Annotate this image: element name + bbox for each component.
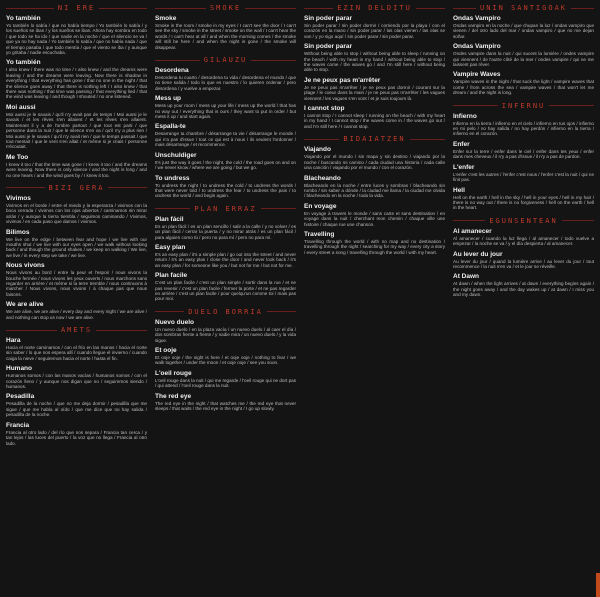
song-block <box>155 95 296 119</box>
song-lyrics: Ondes vampire dans la nuit / qui sucent la lumière / ondes vampire qui viennent / de l'autre côté de la mer / ondes vampire / qui ne me laissent pas rêver. <box>453 51 594 68</box>
song-title: Nous vivons <box>6 262 45 270</box>
song-lyrics: Desarrange ta chambre / désarrange ta vie / désarrange le monde / qui n'a pas d'issue / tout ce qui est à nous / ils veulent l'ordonner / mais désarrange / et recommence. <box>155 131 296 148</box>
song-lyrics: I knew it too / that the time was gone / I knew it too / and the dreams were leaving. Now there is only silence / and the night is long / and no one hears / and the wind goes by / I knew it too. <box>6 161 147 178</box>
orange-corner-mark <box>596 573 600 597</box>
header-rule <box>251 60 296 61</box>
song-title: Je ne peux pas m'arrêter <box>304 76 381 84</box>
section-title: INFERNU <box>501 101 546 110</box>
song-title: Pesadilla <box>6 393 35 401</box>
song-section <box>155 56 296 199</box>
song-block <box>6 365 147 389</box>
section-title: GILAUZU <box>203 56 248 65</box>
song-block <box>304 146 445 170</box>
song-title: At Dawn <box>453 273 479 281</box>
section-title: DUELO BORRIA <box>188 307 263 316</box>
song-title: Travelling <box>304 230 335 238</box>
header-rule <box>155 311 184 312</box>
song-block <box>453 164 594 183</box>
song-lyrics: Pesadilla de la noche / que no me deja dormir / pesadilla que me sigue / que me habla al oído / que me dice que no hay salida / pesadilla de la noche. <box>6 401 147 418</box>
section-title: AMETS <box>60 326 93 335</box>
song-block <box>453 251 594 270</box>
song-block <box>155 123 296 147</box>
song-lyrics: Vivimos en el borde / entre el miedo y la esperanza / vivimos con la boca cerrada / vivimos con los ojos abiertos / caminamos sin mirar atrás / y aunque la tierra tiembla / seguimos caminando / Vivimos, vivimos / en cada paso que damos / vivimos. <box>6 202 147 225</box>
header-rule <box>155 60 200 61</box>
section-title: PLAN ERRAZ <box>194 204 257 213</box>
song-lyrics: I also knew / there was no time / I also knew / and the dreams were leaving / and the dreams were leaving. Now there is shadow in everything / that everything has gone / that no one in the night / that the silence goes away / that there is nothing left / I also knew / that there was nothing / that time was passing / that everything lied / that the wind was leaving / and though I shouted / no one listened. <box>6 67 147 100</box>
song-title: Au lever du jour <box>453 250 503 258</box>
song-title: Et ooje <box>155 347 177 354</box>
song-lyrics: Travelling through the world / with no map and no destination / travelling through the night / searching for my way / every city a story / every street a song / travelling through the world / with my heart. <box>304 238 445 255</box>
song-title: Unschuldiger <box>155 151 197 159</box>
song-block <box>453 228 594 247</box>
song-lyrics: We are alive, we are alive / every day and every night / we are alive / and nothing can stop us now / we are alive. <box>6 309 147 320</box>
header-rule <box>108 187 147 188</box>
song-section <box>453 102 594 211</box>
song-lyrics: Vampire waves in the night / that suck the light / vampire waves that come / from across the sea / vampire waves / that won't let me dream / and the night is long. <box>453 79 594 96</box>
song-block <box>6 422 147 446</box>
song-block <box>453 15 594 39</box>
song-block <box>6 301 147 320</box>
song-block <box>304 15 445 39</box>
song-title: Plan fácil <box>155 215 184 223</box>
lyrics-column <box>6 4 147 593</box>
song-lyrics: Hell on the earth / hell in the sky / hell in your eyes / hell in my hair / there is no way out / there is no forgiveness / hell on the earth / hell in the heart. <box>453 194 594 211</box>
song-lyrics: Hacia el norte caminamos / con el frío en las manos / hacia el norte sin saber / lo que nos espera allí / cuando llegue el invierno / cuando caiga la nieve / seguiremos hacia el norte / hasta el fin. <box>6 345 147 361</box>
song-lyrics: Mess up your room / mess up your life / mess up the world / that has no way out / everything that is ours / they want to put in order / but mess it up / and start again. <box>155 103 296 120</box>
header-rule <box>6 8 54 9</box>
song-block <box>6 337 147 361</box>
song-title: Bilimos <box>6 228 30 236</box>
song-title: The red eye <box>155 392 192 400</box>
song-lyrics: Moi aussi je le savais / qu'il n'y avait pas de temps / Moi aussi je le savais / et les rêves s'en allaient / et les rêves s'en allaient. Maintenant il y a de l'ombre partout / que tout est parti / que personne dans la nuit / que le silence s'en va / qu'il n'y a plus rien / Moi aussi je le savais / qu'il n'y avait rien / que le temps passait / que tout mentait / que le vent s'en allait / et même si je criais / personne n'écoutait. <box>6 111 147 150</box>
song-block <box>155 15 296 50</box>
song-title: L'oeil rouge <box>155 369 192 377</box>
song-block <box>6 262 147 297</box>
header-rule <box>410 139 445 140</box>
header-rule <box>267 311 296 312</box>
song-title: Vampire Waves <box>453 71 501 79</box>
song-title: Plan facile <box>155 272 188 280</box>
song-title: Yo también <box>6 59 41 67</box>
song-title: To undress <box>155 174 190 182</box>
song-lyrics: Infierno en la tierra / infierno en el cielo / infierno en tus ojos / infierno en mi pelo / no hay salida / no hay perdón / infierno en la tierra / infierno en el corazón. <box>453 120 594 137</box>
song-title: Smoke <box>155 15 177 22</box>
song-title: Blacheando <box>304 174 341 182</box>
song-block <box>6 59 147 99</box>
song-block <box>6 195 147 225</box>
song-block <box>155 370 296 389</box>
song-block <box>6 393 147 417</box>
section-title: UNIN SANTIGOAK <box>480 4 568 12</box>
song-lyrics: Without being able to stop / without being able to sleep / running on the beach / with my heart in my hand / without being able to stop / the waves come / the waves go / and I'm still here / without being able to stop. <box>304 51 445 73</box>
song-title: I cannot stop <box>304 105 345 113</box>
song-block <box>6 104 147 150</box>
song-title: Yo también <box>6 15 41 22</box>
song-lyrics: It's just the way it goes / the night, the cold / the road goes on and on / we never know / where we are going / but we go. <box>155 159 296 171</box>
song-block <box>453 273 594 297</box>
song-lyrics: Desordena tu cuarto / desordena tu vida / desordena el mundo / que no tiene salida / todo lo que es nuestro / lo quieren ordenar / pero desordena / y vuelve a empezar. <box>155 75 296 91</box>
song-lyrics: Au lever du jour / quand la lumière arrive / au lever du jour / tout recommence / la nuit s'en va / et le jour se réveille. <box>453 258 594 269</box>
song-block <box>155 393 296 412</box>
song-section <box>304 4 445 129</box>
section-title: EZIN DELDITU <box>337 4 412 12</box>
song-lyrics: We live on the edge / between fear and hope / we live with our mouths shut / we live with our eyes open / we walk without looking back / and though the ground shakes / we keep on walking / We live, we live / in every step we take / we live. <box>6 236 147 258</box>
song-block <box>155 347 296 366</box>
song-block <box>155 152 296 171</box>
header-rule <box>304 8 333 9</box>
song-title: Espalla-te <box>155 123 186 131</box>
lyrics-sheet <box>6 4 594 593</box>
header-rule <box>549 105 594 106</box>
lyrics-column <box>155 4 296 593</box>
song-lyrics: At dawn / when the light arrives / at dawn / everything begins again / the night goes away / and the day wakes up / at dawn / I miss you and my dawn. <box>453 281 594 298</box>
song-lyrics: It's an easy plan / it's a simple plan / go out into the street / and never return / it's an easy plan / close the door / and never look back / it's an easy plan / for someone like you / but not for me / but not for me. <box>155 251 296 268</box>
section-title: EGUNSENTEAN <box>489 216 558 225</box>
song-lyrics: Es un plan fácil / es un plan sencillo / salir a la calle / y no volver / es un plan fácil / cerrar la puerta / y no mirar atrás / es un plan fácil / para alguien como tú / pero no para mí / pero no para mí. <box>155 223 296 240</box>
lyrics-column <box>453 4 594 593</box>
section-header <box>453 102 594 110</box>
song-title: We are alive <box>6 301 44 309</box>
song-section <box>155 205 296 302</box>
song-block <box>155 67 296 91</box>
song-block <box>155 244 296 268</box>
song-block <box>453 187 594 211</box>
header-rule <box>453 105 498 106</box>
song-lyrics: Al amanecer / cuando la luz llega / al amanecer / todo vuelve a empezar / la noche se va / y el día despierta / al amanecer. <box>453 235 594 247</box>
section-header <box>304 4 445 12</box>
song-block <box>304 231 445 255</box>
song-lyrics: I cannot stop / I cannot sleep / running on the beach / with my heart in my hand / I cannot stop / the waves come in / the waves go out / and I'm still here / I cannot stop. <box>304 113 445 129</box>
section-header <box>453 217 594 225</box>
header-rule <box>155 208 190 209</box>
header-rule <box>304 139 339 140</box>
section-header <box>155 205 296 213</box>
section-header <box>453 4 594 12</box>
song-title: Humano <box>6 365 32 373</box>
song-block <box>155 175 296 199</box>
song-lyrics: Blacheando en la noche / entre luces y sombras / blacheando sin rumbo / sin saber a dónde / la ciudad me llama / la ciudad me olvida / blacheando en la noche / toda la vida. <box>304 182 445 199</box>
header-rule <box>453 8 476 9</box>
section-title: BIDAIATZEN <box>343 135 406 144</box>
song-lyrics: Francia al otro lado / del río que nos separa / Francia tan cerca / y tan lejos / las luces del puerto / la voz que no llega / Francia al otro lado. <box>6 429 147 446</box>
song-title: Francia <box>6 421 30 429</box>
section-title: BIZI GERA <box>48 183 105 192</box>
song-lyrics: Humanos somos / con las manos vacías / humanos somos / con el corazón lleno / y aunque nos digan que no / seguiremos siendo / humanos. <box>6 373 147 390</box>
section-title: SMOKE <box>209 4 242 12</box>
header-rule <box>96 330 147 331</box>
song-lyrics: Un nuevo duelo / en la plaza vacía / un nuevo duelo / al caer el día / dos sombras frente a frente / y nadie mira / un nuevo duelo / y la vida sigue. <box>155 326 296 343</box>
section-header <box>155 4 296 12</box>
song-section <box>6 4 147 178</box>
song-block <box>304 203 445 227</box>
section-header <box>6 4 147 12</box>
song-lyrics: The red eye in the night / that watches me / the red eye that never sleeps / that waits / the red eye in the night / I go up slowly. <box>155 400 296 412</box>
song-lyrics: L'enfer c'est les autres / l'enfer c'est nous / l'enfer c'est la nuit / qui ne finit pas. <box>453 171 594 183</box>
header-rule <box>571 8 594 9</box>
section-header <box>6 184 147 192</box>
song-block <box>6 229 147 259</box>
song-lyrics: Et ooje ooje / the night is here / et ooje ooje / nothing to fear / we walk together / under the moon / et ooje ooje / see you soon. <box>155 355 296 366</box>
song-title: Me Too <box>6 153 29 161</box>
song-block <box>453 71 594 95</box>
song-title: Vivimos <box>6 194 31 202</box>
section-header <box>155 56 296 64</box>
song-block <box>304 175 445 199</box>
song-block <box>155 319 296 343</box>
song-title: Nuevo duelo <box>155 318 195 326</box>
song-block <box>304 43 445 73</box>
song-lyrics: Enfer sur la terre / enfer dans le ciel / enfer dans tes yeux / enfer dans mes cheveux / il n'y a pas d'issue / il n'y a pas de pardon. <box>453 148 594 160</box>
header-rule <box>6 330 57 331</box>
song-title: Sin poder parar <box>304 43 353 51</box>
song-block <box>453 113 594 137</box>
section-title: NI ERE <box>57 4 96 12</box>
song-section <box>304 135 445 255</box>
song-lyrics: C'est un plan facile / c'est un plan simple / sortir dans la rue / et ne pas revenir / c'est un plan facile / fermer la porte / et ne pas regarder en arrière / c'est un plan facile / pour quelqu'un comme toi / mais pas pour moi. <box>155 280 296 302</box>
song-block <box>155 216 296 240</box>
song-title: Infierno <box>453 112 477 120</box>
header-rule <box>453 220 485 221</box>
lyrics-column <box>304 4 445 593</box>
song-title: L'enfer <box>453 163 475 171</box>
song-lyrics: To undress the night / to undress the cold / to undress the words / that were never told / to undress the fear / to undress the pain / to undress the world / and begin again. <box>155 182 296 199</box>
song-block <box>453 141 594 160</box>
song-lyrics: L'oeil rouge dans la nuit / qui me regarde / l'oeil rouge qui ne dort pas / qui attend / l'oeil rouge dans la nuit. <box>155 377 296 389</box>
song-block <box>6 154 147 178</box>
header-rule <box>416 8 445 9</box>
song-lyrics: Ondas vampiro en la noche / que chupan la luz / ondas vampiro que vienen / del otro lado del mar / ondas vampiro / que no me dejan soñar. <box>453 23 594 39</box>
song-lyrics: Yo también lo sabía / que no había tiempo / Yo también lo sabía / y los sueños se iban / y los sueños se iban. Ahora hay sombra en todo / que todo se ha ido / que nadie en la noche / que el silencio se va / que ya no hay nada / Yo también lo sabía / que no había nada / que el tiempo pasaba / que todo mentía / que el viento se iba / y aunque yo gritaba / nadie escuchaba. <box>6 23 147 56</box>
song-title: Ondas Vampiro <box>453 15 501 22</box>
song-lyrics: Smoke in the room / smoke in my eyes / I can't see the door / I can't see the sky / smoke in the street / smoke on the wall / I can't hear the words / I can't hear at all / and when the morning comes / the smoke will still be here / and when the night is gone / the smoke will disappear. <box>155 23 296 50</box>
song-title: Ondas Vampiro <box>453 43 501 51</box>
song-block <box>6 15 147 55</box>
header-rule <box>155 8 206 9</box>
song-block <box>155 272 296 302</box>
song-title: Mess up <box>155 95 182 103</box>
header-rule <box>245 8 296 9</box>
song-lyrics: Je ne peux pas m'arrêter / je ne peux pas dormir / courant sur la plage / le coeur dans la main / je ne peux pas m'arrêter / les vagues viennent / les vagues s'en vont / et je suis toujours là. <box>304 84 445 101</box>
song-lyrics: Viajando por el mundo / sin mapa y sin destino / viajando por la noche / buscando mi camino / cada ciudad una historia / cada calle una canción / viajando por el mundo / con el corazón. <box>304 154 445 171</box>
song-title: Hell <box>453 186 465 194</box>
song-section <box>6 184 147 320</box>
song-title: Easy plan <box>155 243 186 251</box>
header-rule <box>562 220 594 221</box>
song-title: En voyage <box>304 202 337 210</box>
header-rule <box>6 187 45 188</box>
song-title: Al amanecer <box>453 227 492 235</box>
song-section <box>6 326 147 446</box>
section-header <box>6 326 147 334</box>
song-title: Desordena <box>155 67 189 75</box>
song-title: Viajando <box>304 146 331 154</box>
song-title: Hara <box>6 337 21 345</box>
song-lyrics: En voyage à travers le monde / sans carte et sans destination / en voyage dans la nuit / cherchant mon chemin / chaque ville une histoire / chaque rue une chanson. <box>304 210 445 227</box>
song-block <box>304 77 445 101</box>
song-block <box>453 43 594 67</box>
song-section <box>155 308 296 412</box>
header-rule <box>261 208 296 209</box>
song-title: Enfer <box>453 140 470 148</box>
song-lyrics: Nous vivons au bord / entre la peur et l'espoir / nous vivons la bouche fermée / nous vivons les yeux ouverts / nous marchons sans regarder en arrière / et même si la terre tremble / nous continuons à marcher / Nous vivons, nous vivons / à chaque pas que nous faisons. <box>6 270 147 297</box>
song-title: Moi aussi <box>6 103 36 111</box>
song-section <box>453 217 594 298</box>
song-lyrics: Sin poder parar / sin poder dormir / corriendo por la playa / con el corazón en la mano / sin poder parar / las olas vienen / las olas se van / y yo sigo aquí / sin poder parar / sin poder parar. <box>304 23 445 39</box>
section-header <box>155 308 296 316</box>
song-block <box>304 105 445 129</box>
song-title: Sin poder parar <box>304 15 353 22</box>
section-header <box>304 135 445 143</box>
song-section <box>453 4 594 96</box>
song-section <box>155 4 296 50</box>
header-rule <box>99 8 147 9</box>
